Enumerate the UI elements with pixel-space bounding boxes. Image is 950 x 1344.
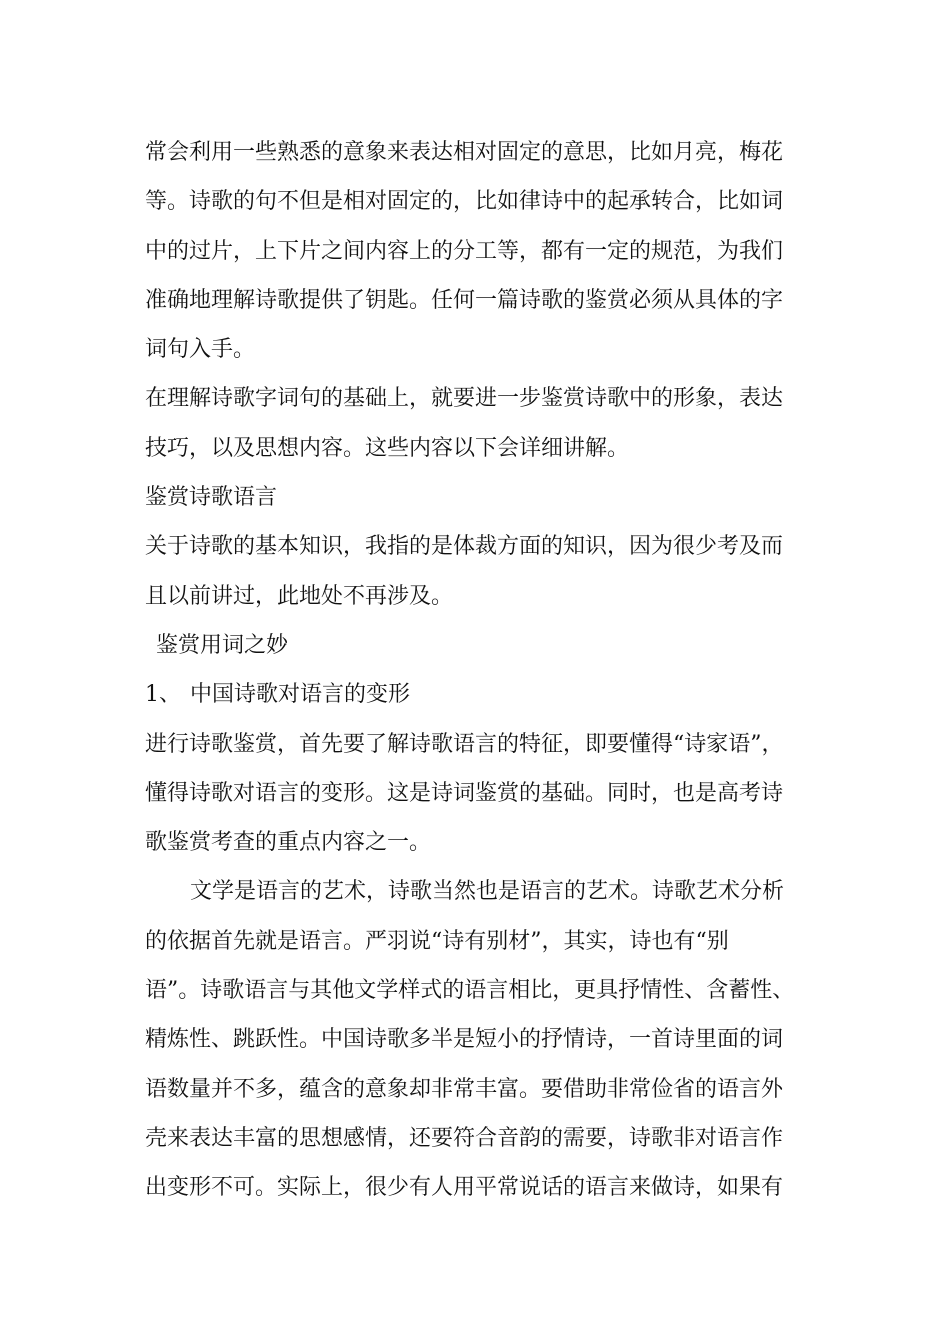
- text-line: 常会利用一些熟悉的意象来表达相对固定的意思，比如月亮，梅花: [145, 140, 784, 165]
- text-line: 词句入手。: [145, 337, 256, 363]
- subsection-heading: 鉴赏用词之妙: [156, 632, 289, 658]
- document-body: [145, 128, 815, 1213]
- text-line: 且以前讲过，此地处不再涉及。: [145, 583, 454, 609]
- text-line: 准确地理解诗歌提供了钥匙。任何一篇诗歌的鉴赏必须从具体的字: [145, 287, 784, 313]
- text-line: 精炼性、跳跃性。中国诗歌多半是短小的抒情诗，一首诗里面的词: [145, 1027, 784, 1053]
- text-line: 语数量并不多，蕴含的意象却非常丰富。要借助非常俭省的语言外: [145, 1076, 784, 1102]
- text-line: 技巧，以及思想内容。这些内容以下会详细讲解。: [145, 435, 630, 461]
- text-line: 关于诗歌的基本知识，我指的是体裁方面的知识，因为很少考及而: [145, 534, 784, 560]
- text-line: 歌鉴赏考查的重点内容之一。: [145, 830, 432, 856]
- text-line: 进行诗歌鉴赏，首先要了解诗歌语言的特征，即要懂得“诗家语”，: [145, 731, 784, 757]
- text-line: 中的过片，上下片之间内容上的分工等，都有一定的规范，为我们: [145, 238, 784, 264]
- numbered-heading: [145, 670, 815, 719]
- text-line: 文学是语言的艺术，诗歌当然也是语言的艺术。诗歌艺术分析: [190, 879, 785, 905]
- text-line: 的依据首先就是语言。严羽说“诗有别材”，其实，诗也有“别: [145, 928, 729, 954]
- text-line: 出变形不可。实际上，很少有人用平常说话的语言来做诗，如果有: [145, 1175, 784, 1201]
- numbered-heading-text: 中国诗歌对语言的变形: [190, 682, 411, 708]
- text-line: 懂得诗歌对语言的变形。这是诗词鉴赏的基础。同时，也是高考诗: [145, 780, 784, 806]
- text-line: 等。诗歌的句不但是相对固定的，比如律诗中的起承转合，比如词: [145, 189, 784, 215]
- list-number: 1、: [145, 682, 181, 708]
- text-line: 壳来表达丰富的思想感情，还要符合音韵的需要，诗歌非对语言作: [145, 1125, 784, 1151]
- text-line: 语”。诗歌语言与其他文学样式的语言相比，更具抒情性、含蓄性、: [145, 978, 795, 1004]
- section-heading: 鉴赏诗歌语言: [145, 485, 278, 511]
- text-line: 在理解诗歌字词句的基础上，就要进一步鉴赏诗歌中的形象，表达: [145, 386, 784, 412]
